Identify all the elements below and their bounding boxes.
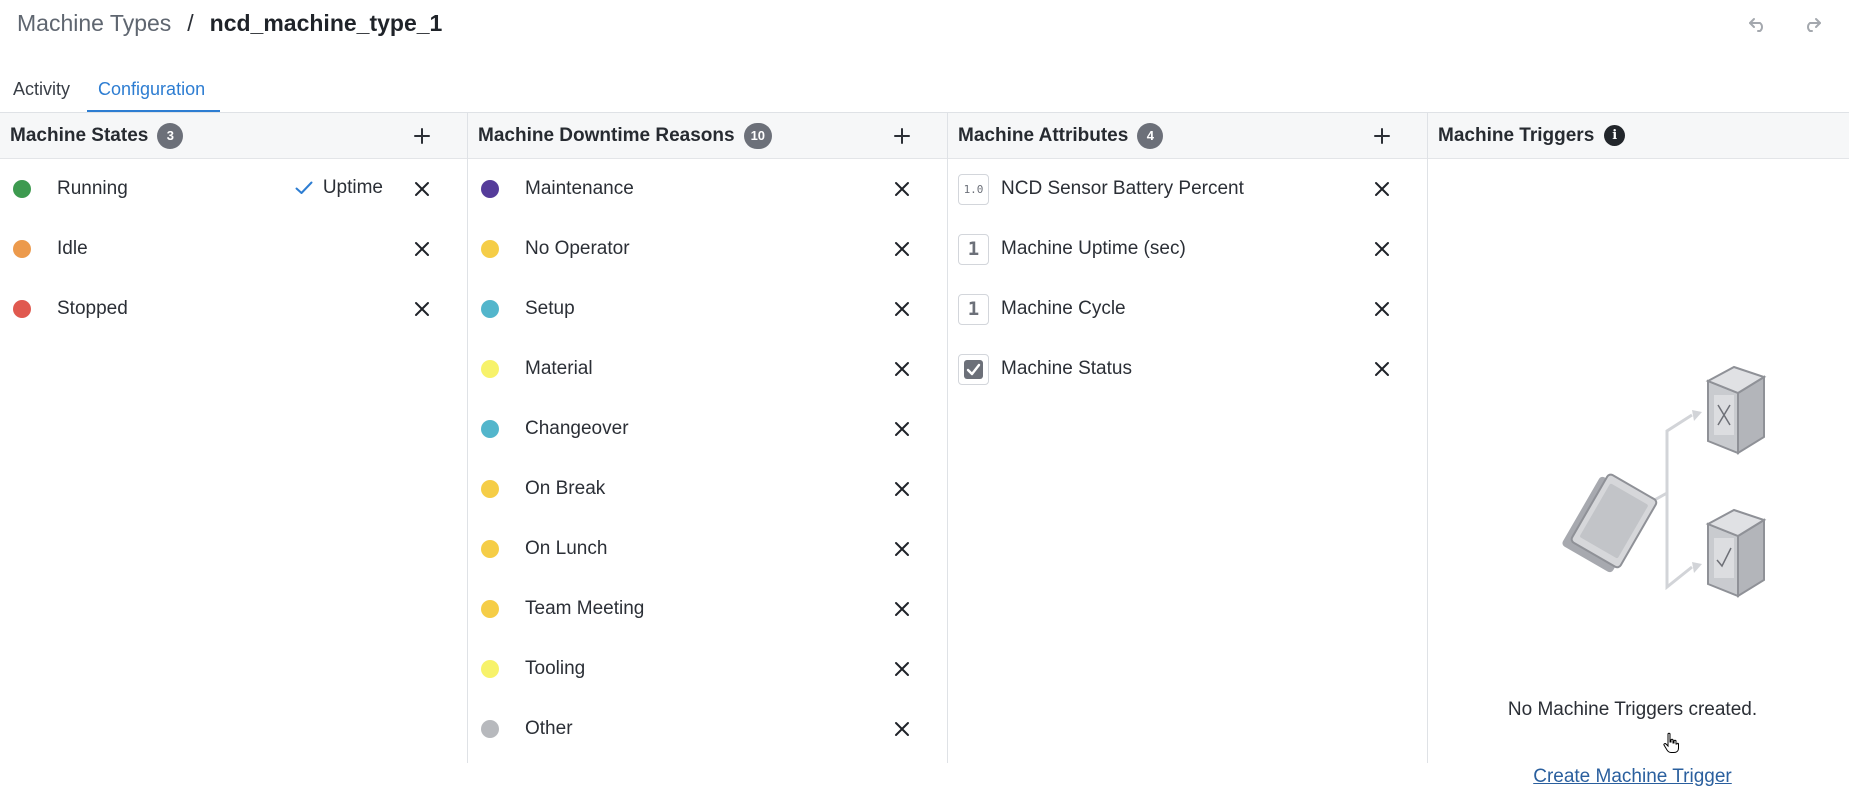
close-icon — [895, 722, 909, 736]
list-item[interactable] — [948, 339, 1427, 399]
downtime-reasons-count-badge: 10 — [744, 123, 772, 149]
list-item[interactable] — [0, 219, 467, 279]
uptime-indicator — [295, 177, 383, 199]
reason-label: No Operator — [525, 238, 630, 259]
list-item[interactable] — [948, 279, 1427, 339]
remove-item-button[interactable] — [890, 477, 914, 501]
triggers-empty-state — [1428, 160, 1837, 787]
breadcrumb-machine-types-link[interactable]: Machine Types — [17, 10, 172, 36]
list-item[interactable] — [468, 339, 947, 399]
attribute-label: Machine Uptime (sec) — [1001, 238, 1186, 259]
state-label: Stopped — [57, 298, 128, 319]
color-dot — [481, 720, 499, 738]
close-icon — [895, 422, 909, 436]
remove-item-button[interactable] — [890, 657, 914, 681]
close-icon — [895, 242, 909, 256]
list-item[interactable] — [468, 399, 947, 459]
configuration-board — [0, 112, 1849, 787]
downtime-reasons-list — [468, 159, 947, 759]
color-dot — [13, 180, 31, 198]
list-item[interactable] — [468, 579, 947, 639]
check-icon — [295, 181, 313, 195]
remove-item-button[interactable] — [1370, 297, 1394, 321]
list-item[interactable] — [468, 279, 947, 339]
downtime-reasons-column — [468, 113, 948, 763]
remove-item-button[interactable] — [410, 297, 434, 321]
reason-label: Tooling — [525, 658, 586, 679]
reason-label: On Break — [525, 478, 606, 499]
remove-item-button[interactable] — [890, 717, 914, 741]
tab-bar — [0, 70, 220, 112]
list-item[interactable] — [468, 159, 947, 219]
color-dot — [481, 180, 499, 198]
state-label: Running — [57, 178, 128, 199]
machine-states-column — [0, 113, 468, 763]
machine-triggers-title: Machine Triggers — [1438, 124, 1595, 146]
machine-states-count-badge: 3 — [157, 123, 183, 149]
machine-attributes-count-badge: 4 — [1137, 123, 1163, 149]
close-icon — [895, 362, 909, 376]
close-icon — [895, 602, 909, 616]
close-icon — [1375, 242, 1389, 256]
color-dot — [481, 240, 499, 258]
remove-item-button[interactable] — [890, 597, 914, 621]
plus-icon — [414, 128, 430, 144]
remove-item-button[interactable] — [890, 297, 914, 321]
color-dot — [481, 660, 499, 678]
remove-item-button[interactable] — [410, 237, 434, 261]
remove-item-button[interactable] — [1370, 357, 1394, 381]
remove-item-button[interactable] — [890, 357, 914, 381]
machine-states-header — [0, 113, 467, 159]
page-title: ncd_machine_type_1 — [209, 10, 443, 36]
list-item[interactable] — [468, 519, 947, 579]
list-item[interactable] — [468, 699, 947, 759]
add-machine-attribute-button[interactable] — [1370, 124, 1394, 148]
machine-states-title: Machine States — [10, 124, 149, 146]
float-type-icon: 1.0 — [958, 174, 989, 205]
remove-item-button[interactable] — [1370, 237, 1394, 261]
close-icon — [415, 182, 429, 196]
machine-triggers-header — [1428, 113, 1849, 159]
plus-icon — [894, 128, 910, 144]
list-item[interactable] — [468, 639, 947, 699]
remove-item-button[interactable] — [890, 417, 914, 441]
list-item[interactable] — [468, 219, 947, 279]
close-icon — [895, 482, 909, 496]
undo-icon[interactable] — [1745, 12, 1771, 36]
integer-type-icon: 1 — [958, 294, 989, 325]
plus-icon — [1374, 128, 1390, 144]
machine-attributes-column — [948, 113, 1428, 763]
integer-type-icon: 1 — [958, 234, 989, 265]
color-dot — [481, 300, 499, 318]
attribute-label: Machine Status — [1001, 358, 1132, 379]
color-dot — [481, 600, 499, 618]
breadcrumb — [17, 10, 442, 37]
reason-label: Other — [525, 718, 573, 739]
color-dot — [481, 540, 499, 558]
list-item[interactable] — [948, 159, 1427, 219]
color-dot — [13, 300, 31, 318]
reason-label: On Lunch — [525, 538, 608, 559]
checkbox-type-icon — [958, 354, 989, 385]
add-machine-state-button[interactable] — [410, 124, 434, 148]
close-icon — [895, 662, 909, 676]
state-label: Idle — [57, 238, 88, 259]
close-icon — [415, 302, 429, 316]
close-icon — [1375, 302, 1389, 316]
reason-label: Changeover — [525, 418, 629, 439]
color-dot — [13, 240, 31, 258]
create-machine-trigger-link[interactable]: Create Machine Trigger — [1533, 766, 1732, 787]
machine-attributes-title: Machine Attributes — [958, 124, 1129, 146]
machine-attributes-header — [948, 113, 1427, 159]
remove-item-button[interactable] — [890, 537, 914, 561]
tab-activity[interactable]: Activity — [13, 79, 71, 99]
add-downtime-reason-button[interactable] — [890, 124, 914, 148]
list-item[interactable] — [0, 279, 467, 339]
color-dot — [481, 360, 499, 378]
downtime-reasons-header — [468, 113, 947, 159]
close-icon — [895, 542, 909, 556]
tab-configuration[interactable]: Configuration — [85, 70, 220, 112]
close-icon — [895, 302, 909, 316]
reason-label: Maintenance — [525, 178, 634, 199]
info-icon[interactable]: i — [1604, 125, 1625, 146]
reason-label: Team Meeting — [525, 598, 645, 619]
remove-item-button[interactable] — [410, 177, 434, 201]
close-icon — [895, 182, 909, 196]
machine-attributes-list — [948, 159, 1427, 399]
color-dot — [481, 420, 499, 438]
list-item[interactable] — [0, 159, 467, 219]
reason-label: Material — [525, 358, 593, 379]
close-icon — [415, 242, 429, 256]
machine-triggers-column — [1428, 113, 1849, 787]
redo-icon[interactable] — [1799, 12, 1825, 36]
reason-label: Setup — [525, 298, 575, 319]
remove-item-button[interactable] — [890, 177, 914, 201]
attribute-label: NCD Sensor Battery Percent — [1001, 178, 1244, 199]
color-dot — [481, 480, 499, 498]
downtime-reasons-title: Machine Downtime Reasons — [478, 124, 735, 146]
list-item[interactable] — [948, 219, 1427, 279]
breadcrumb-separator: / — [187, 10, 194, 36]
attribute-label: Machine Cycle — [1001, 298, 1126, 319]
list-item[interactable] — [468, 459, 947, 519]
close-icon — [1375, 182, 1389, 196]
triggers-illustration — [1552, 355, 1782, 605]
machine-states-list — [0, 159, 467, 339]
close-icon — [1375, 362, 1389, 376]
uptime-label: Uptime — [322, 177, 383, 198]
remove-item-button[interactable] — [1370, 177, 1394, 201]
hand-cursor-icon — [1663, 733, 1679, 753]
remove-item-button[interactable] — [890, 237, 914, 261]
page-header — [0, 0, 1849, 50]
empty-state-message: No Machine Triggers created. — [1507, 699, 1758, 720]
